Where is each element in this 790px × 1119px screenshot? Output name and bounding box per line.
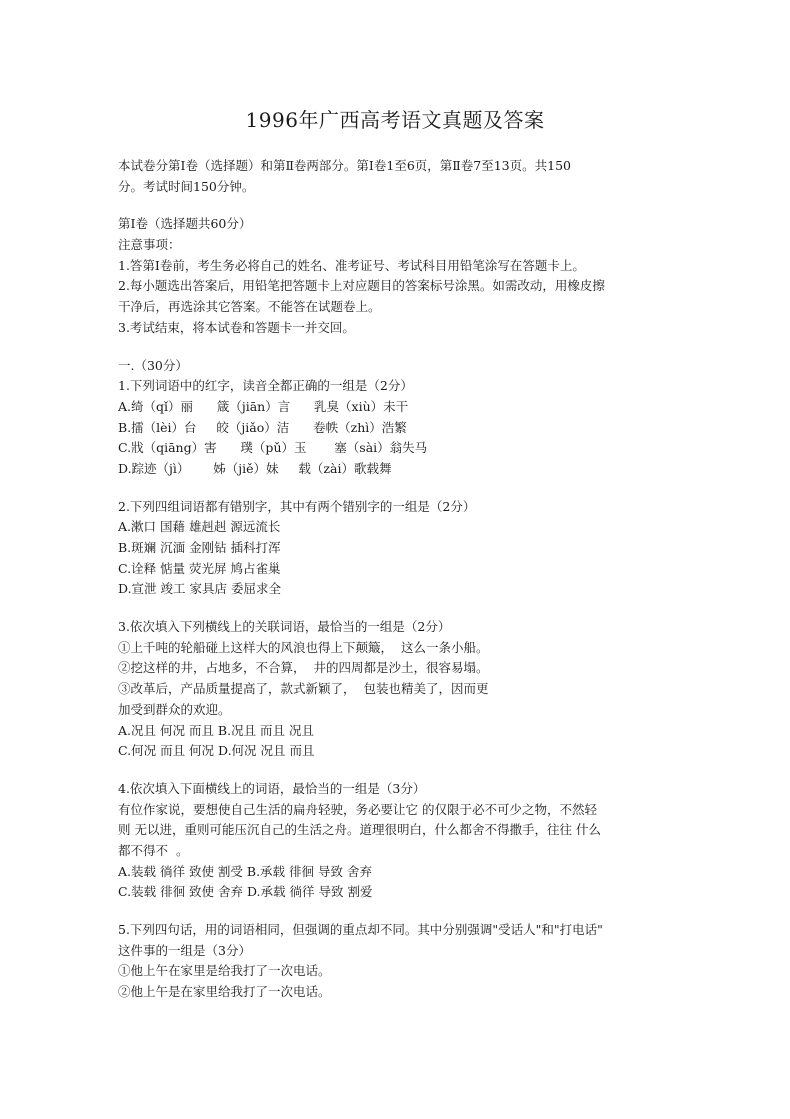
q2-option-d: D.宣泄 竣工 家具店 委屈求全: [118, 581, 281, 597]
q2-option-a: A.漱口 国藉 雄赳赳 源远流长: [118, 519, 281, 535]
q3-options-cd: C.何况 而且 何况 D.何况 况且 而且: [118, 743, 315, 759]
q1-option-a: A.绮（qǐ）丽 箴（jiān）言 乳臭（xiù）未干: [118, 398, 409, 414]
note-line: 1.答第Ⅰ卷前，考生务必将自己的姓名、准考证号、考试科目用铅笔涂写在答题卡上。: [118, 257, 585, 273]
q4-line: 有位作家说，要想使自己生活的扁舟轻驶，务必要让它 的仅限于必不可少之物，不然轻: [118, 801, 597, 817]
q2-option-c: C.诠释 惦量 荧光屏 鸠占雀巢: [118, 560, 281, 576]
document-title: 1996年广西高考语文真题及答案: [245, 108, 545, 132]
note-line: 干净后，再选涂其它答案。不能答在试题卷上。: [118, 299, 381, 315]
q3-line: 加受到群众的欢迎。: [118, 701, 231, 717]
note-line: 2.每小题选出答案后，用铅笔把答题卡上对应题目的答案标号涂黑。如需改动，用橡皮擦: [118, 278, 605, 294]
paragraph-gap: [118, 339, 674, 356]
q1-option-d: D.踪迹（jì） 姊（jiě）妹 载（zài）歌载舞: [118, 460, 392, 476]
part1-heading: 第Ⅰ卷（选择题共60分）: [118, 216, 252, 232]
q3-options-ab: A.况且 何况 而且 B.况且 而且 况且: [118, 722, 315, 738]
intro-line: 本试卷分第Ⅰ卷（选择题）和第Ⅱ卷两部分。第Ⅰ卷1至6页，第Ⅱ卷7至13页。共150: [118, 158, 571, 173]
q5-line: ②他上午是在家里给我打了一次电话。: [118, 984, 331, 1000]
q3-line: ③改革后，产品质量提高了，款式新颖了， 包装也精美了，因而更: [118, 681, 489, 697]
notes-title: 注意事项：: [118, 237, 181, 253]
q1-option-c: C.戕（qiāng）害 璞（pǔ）玉 塞（sài）翁失马: [118, 440, 428, 456]
section1-heading: 一.（30分）: [118, 357, 188, 373]
document-body: [118, 156, 674, 1003]
q4-options-ab: A.装载 徜徉 致使 割受 B.承载 徘徊 导致 舍弃: [118, 863, 372, 879]
q4-line: 都不得不 。: [118, 842, 189, 858]
paragraph-gap: [118, 197, 674, 214]
q5-stem: 这件事的一组是（3分）: [118, 942, 251, 958]
q1-option-b: B.擂（lèi）台 皎（jiǎo）洁 卷帙（zhì）浩繁: [118, 419, 407, 435]
q1-stem: 1.下列词语中的红字，读音全都正确的一组是（2分）: [118, 378, 413, 394]
q5-stem: 5.下列四句话，用的词语相同，但强调的重点却不同。其中分别强调"受话人"和"打电话": [118, 922, 603, 937]
intro-line: 分。考试时间150分钟。: [118, 178, 255, 194]
q3-line: ①上千吨的轮船碰上这样大的风浪也得上下颠簸， 这么一条小船。: [118, 639, 489, 655]
q5-line: ①他上午在家里是给我打了一次电话。: [118, 963, 331, 979]
paragraph-gap: [118, 600, 674, 617]
q4-stem: 4.依次填入下面横线上的词语，最恰当的一组是（3分）: [118, 780, 426, 796]
q2-option-b: B.斑斓 沉湎 金刚钻 插科打浑: [118, 540, 281, 555]
paragraph-gap: [118, 480, 674, 497]
paragraph-gap: [118, 762, 674, 779]
q3-line: ②挖这样的井，占地多，不合算， 井的四周都是沙土，很容易塌。: [118, 660, 489, 676]
q3-stem: 3.依次填入下列横线上的关联词语，最恰当的一组是（2分）: [118, 619, 451, 635]
paragraph-gap: [118, 903, 674, 920]
q2-stem: 2.下列四组词语都有错别字，其中有两个错别字的一组是（2分）: [118, 498, 476, 514]
q4-line: 则 无以进，重则可能压沉自己的生活之舟。道理很明白，什么都舍不得撒手，往往 什么: [118, 822, 601, 838]
note-line: 3.考试结束，将本试卷和答题卡一并交回。: [118, 319, 355, 335]
q4-options-cd: C.装载 徘徊 致使 舍弃 D.承载 徜徉 导致 割爱: [118, 884, 373, 900]
